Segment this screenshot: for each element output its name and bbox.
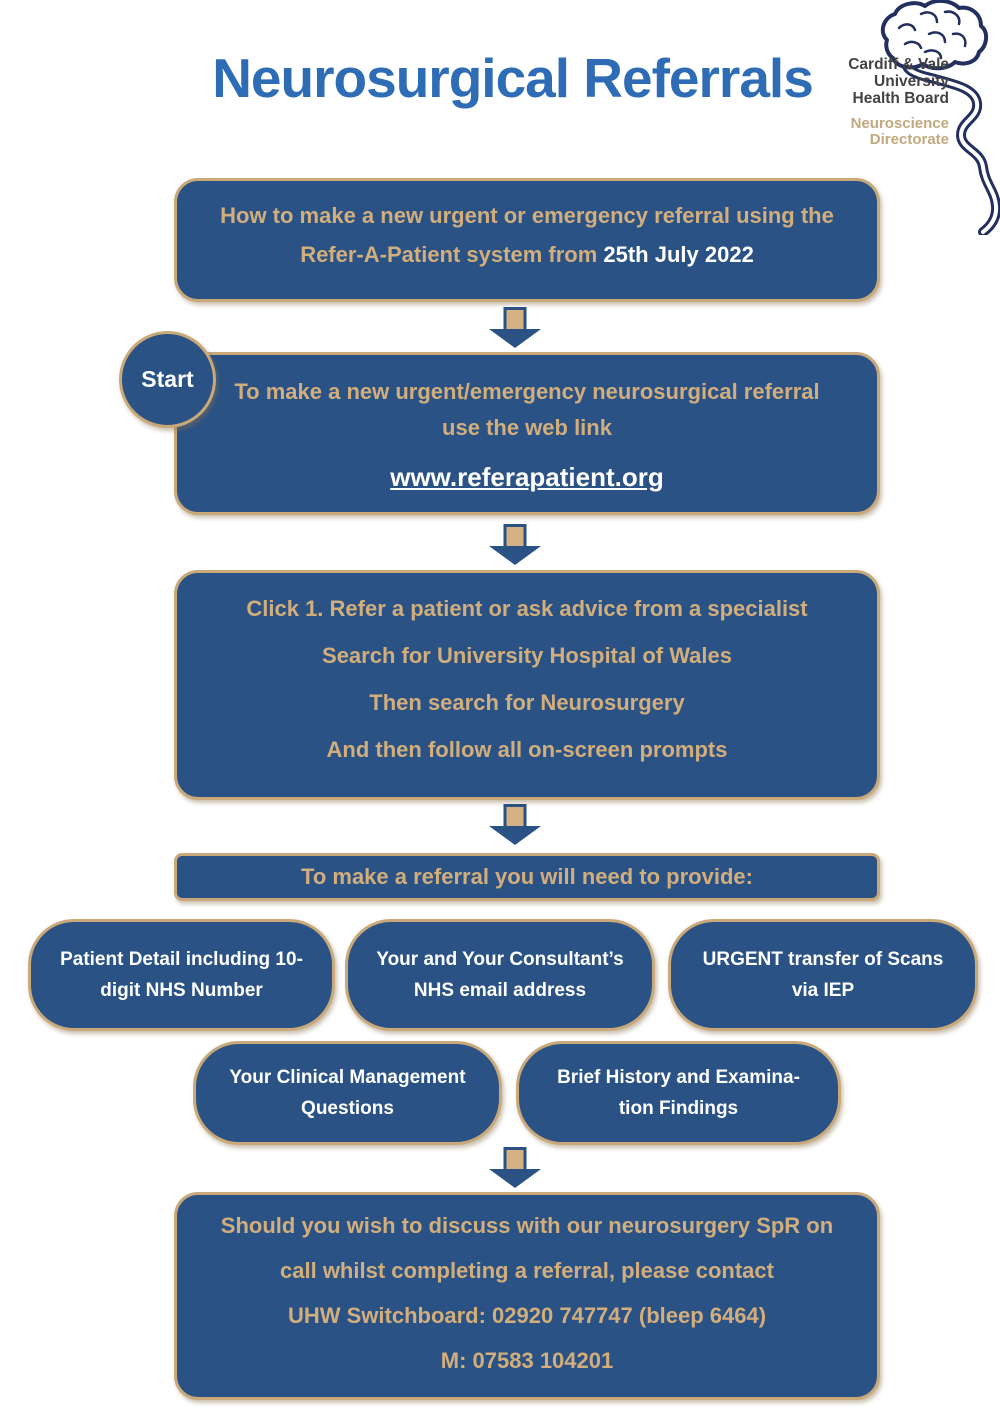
requirement-nhs-number: Patient Detail including 10- digit NHS Number — [28, 919, 335, 1031]
step-line-3: Then search for Neurosurgery — [369, 690, 685, 715]
weblink-line-1: To make a new urgent/emergency neurosurgical referral — [234, 379, 820, 404]
weblink-box — [174, 352, 880, 515]
mobile-number: M: 07583 104201 — [440, 1348, 614, 1373]
switchboard-number: UHW Switchboard: 02920 747747 (bleep 6464) — [287, 1303, 767, 1328]
down-arrow-icon — [487, 524, 543, 566]
requirements-banner: To make a referral you will need to provide: — [174, 853, 880, 901]
intro-box — [174, 178, 880, 302]
requirement-scan-transfer: URGENT transfer of Scans via IEP — [668, 919, 978, 1031]
start-badge — [119, 331, 216, 428]
down-arrow-icon — [487, 1147, 543, 1189]
requirement-management-questions: Your Clinical Management Questions — [193, 1041, 502, 1145]
contact-box — [174, 1192, 880, 1400]
start-label: Start — [141, 366, 194, 392]
requirement-email: Your and Your Consultant’s NHS email address — [345, 919, 655, 1031]
intro-line-2: Refer-A-Patient system from 25th July 2022 — [300, 242, 754, 267]
referapatient-link[interactable]: www.referapatient.org — [390, 462, 664, 492]
step-line-1: Click 1. Refer a patient or ask advice from a specialist — [246, 596, 808, 621]
contact-line-2: call whilst completing a referral, please contact — [280, 1258, 774, 1283]
requirement-history-findings: Brief History and Examina- tion Findings — [516, 1041, 841, 1145]
down-arrow-icon — [487, 307, 543, 349]
step-line-4: And then follow all on-screen prompts — [326, 737, 728, 762]
step-line-2: Search for University Hospital of Wales — [322, 643, 732, 668]
logo-org-name: Cardiff & Vale University Health Board — [848, 56, 949, 107]
steps-box — [174, 570, 880, 800]
page-title: Neurosurgical Referrals — [212, 47, 813, 109]
contact-line-1: Should you wish to discuss with our neurosurgery SpR on — [220, 1213, 834, 1238]
weblink-line-2: use the web link — [442, 415, 612, 440]
down-arrow-icon — [487, 804, 543, 846]
logo-directorate: Neuroscience Directorate — [850, 115, 949, 148]
logo-text — [825, 56, 949, 148]
start-date: 25th July 2022 — [603, 242, 754, 267]
intro-line-1: How to make a new urgent or emergency referral using the — [220, 203, 834, 228]
